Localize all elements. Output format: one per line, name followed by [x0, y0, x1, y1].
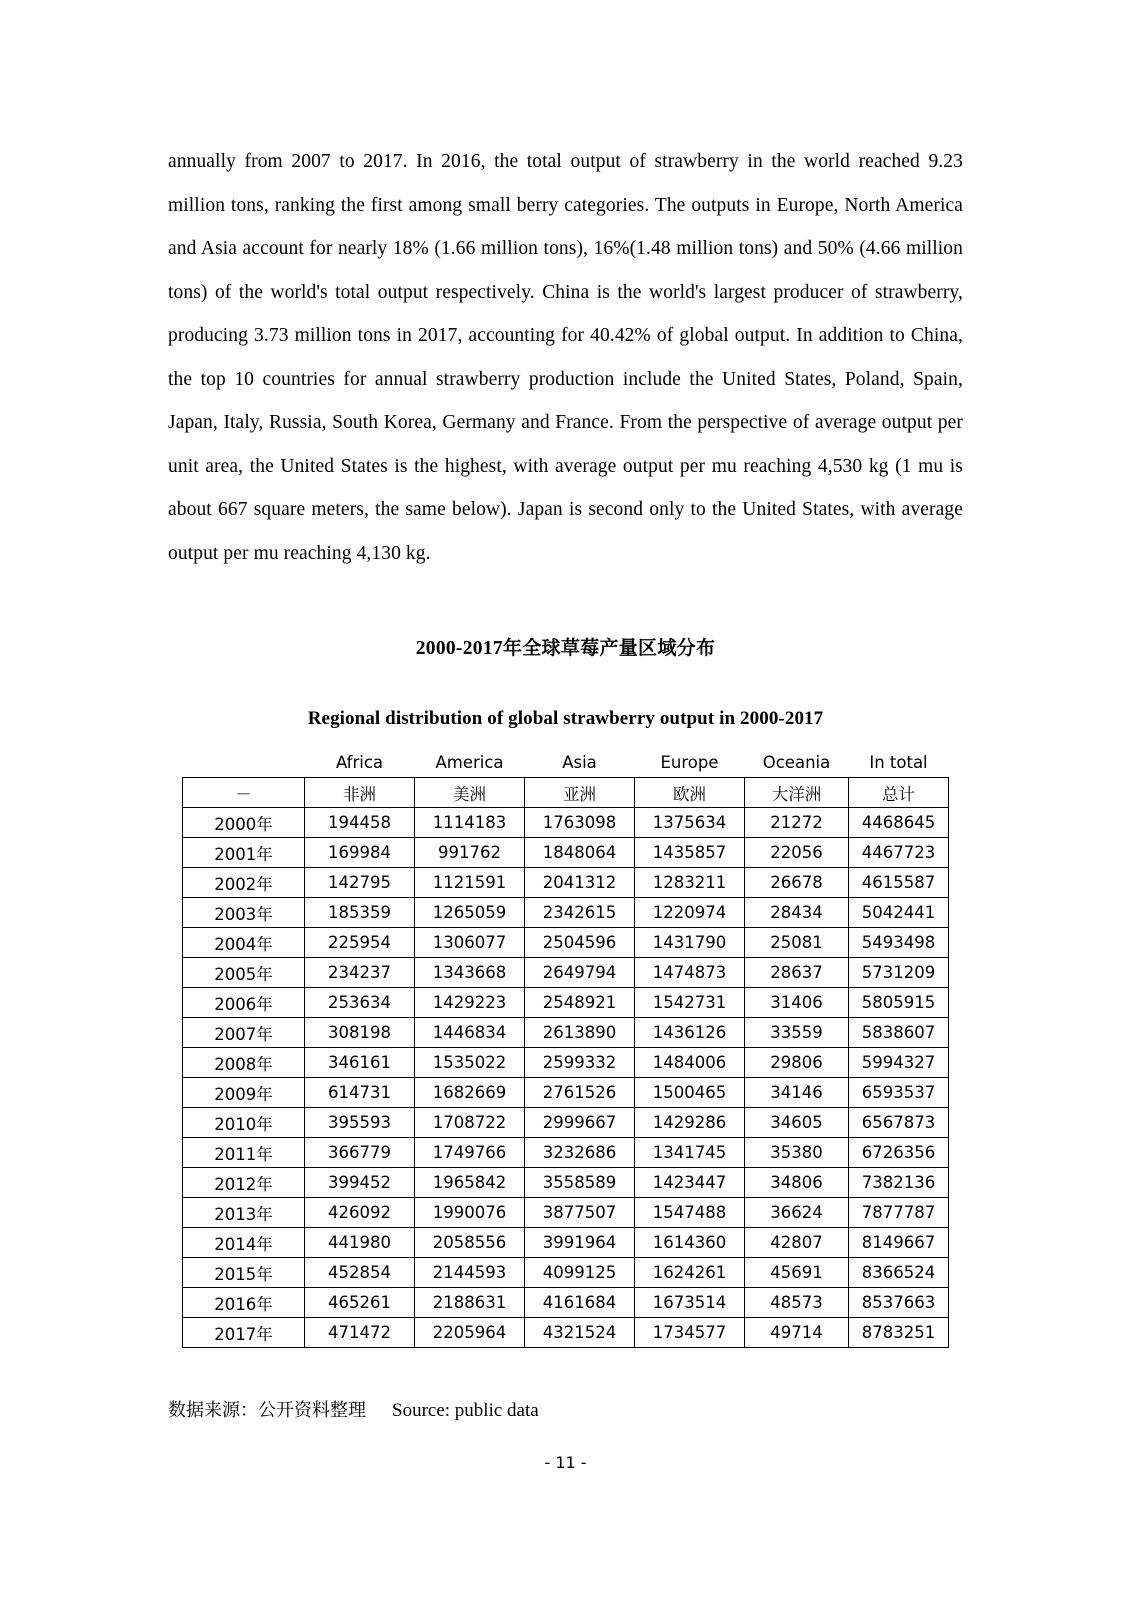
table-row [183, 1198, 949, 1228]
table-cell-value: 991762 [415, 838, 525, 868]
table-cell-value: 4467723 [849, 838, 949, 868]
table-cell-value: 34605 [745, 1108, 849, 1138]
table-cell-value: 614731 [305, 1078, 415, 1108]
table-cell-value: 194458 [305, 808, 415, 838]
table-cell-value: 1535022 [415, 1048, 525, 1078]
table-row-year: 2008年 [183, 1048, 305, 1078]
table-cell-value: 1673514 [635, 1288, 745, 1318]
table-cell-value: 1547488 [635, 1198, 745, 1228]
table-cell-value: 2649794 [525, 958, 635, 988]
table-row-year: 2013年 [183, 1198, 305, 1228]
table-cell-value: 5838607 [849, 1018, 949, 1048]
table-cell-value: 1542731 [635, 988, 745, 1018]
table-title-chinese-text: 年全球草莓产量区域分布 [502, 637, 716, 659]
table-cell-value: 2999667 [525, 1108, 635, 1138]
table-row [183, 1078, 949, 1108]
table-cell-value: 22056 [745, 838, 849, 868]
table-cell-value: 2613890 [525, 1018, 635, 1048]
table-header-chinese-cell: 美洲 [415, 778, 525, 808]
table-cell-value: 34806 [745, 1168, 849, 1198]
table-cell-value: 1431790 [635, 928, 745, 958]
table-cell-value: 1436126 [635, 1018, 745, 1048]
table-cell-value: 225954 [305, 928, 415, 958]
table-row [183, 838, 949, 868]
table-cell-value: 1220974 [635, 898, 745, 928]
table-cell-value: 8783251 [849, 1318, 949, 1348]
table-cell-value: 2504596 [525, 928, 635, 958]
table-row-year: 2010年 [183, 1108, 305, 1138]
table-cell-value: 1848064 [525, 838, 635, 868]
table-header-chinese-row [183, 778, 949, 808]
table-cell-value: 346161 [305, 1048, 415, 1078]
table-header-chinese-cell: 大洋洲 [745, 778, 849, 808]
table-cell-value: 2144593 [415, 1258, 525, 1288]
table-cell-value: 3991964 [525, 1228, 635, 1258]
table-cell-value: 308198 [305, 1018, 415, 1048]
table-cell-value: 28637 [745, 958, 849, 988]
table-row-year: 2005年 [183, 958, 305, 988]
table-cell-value: 185359 [305, 898, 415, 928]
body-paragraph: annually from 2007 to 2017. In 2016, the total output of strawberry in the world reached 9.23 million tons, ranking the first among small berry categories. The outputs in Europe, North America and Asia account for nearly 18% (1.66 million tons), 16%(1.48 million tons) and 50% (4.66 million tons) of the world's total output respectively. China is the world's largest producer of strawberry, producing 3.73 million tons in 2017, accounting for 40.42% of global output. In addition to China, the top 10 countries for annual strawberry production include the United States, Poland, Spain, Japan, Italy, Russia, South Korea, Germany and France. From the perspective of average output per unit area, the United States is the highest, with average output per mu reaching 4,530 kg (1 mu is about 667 square meters, the same below). Japan is second only to the United States, with average output per mu reaching 4,130 kg. [168, 151, 963, 564]
table-row-year: 2015年 [183, 1258, 305, 1288]
table-row-year: 2003年 [183, 898, 305, 928]
table-cell-value: 34146 [745, 1078, 849, 1108]
table-cell-value: 169984 [305, 838, 415, 868]
table-cell-value: 465261 [305, 1288, 415, 1318]
table-cell-value: 1435857 [635, 838, 745, 868]
table-cell-value: 1990076 [415, 1198, 525, 1228]
table-row-year: 2017年 [183, 1318, 305, 1348]
table-cell-value: 1114183 [415, 808, 525, 838]
table-cell-value: 1484006 [635, 1048, 745, 1078]
table-cell-value: 1423447 [635, 1168, 745, 1198]
table-row [183, 898, 949, 928]
table-cell-value: 253634 [305, 988, 415, 1018]
table-header-english-cell: Africa [335, 753, 384, 772]
table-cell-value: 3558589 [525, 1168, 635, 1198]
table-row-year: 2014年 [183, 1228, 305, 1258]
table-cell-value: 31406 [745, 988, 849, 1018]
table-cell-value: 471472 [305, 1318, 415, 1348]
table-cell-value: 8537663 [849, 1288, 949, 1318]
table-cell-value: 426092 [305, 1198, 415, 1228]
table-cell-value: 45691 [745, 1258, 849, 1288]
table-header-chinese-cell: 非洲 [305, 778, 415, 808]
table-cell-value: 3877507 [525, 1198, 635, 1228]
strawberry-output-table [182, 748, 949, 1348]
table-cell-value: 8149667 [849, 1228, 949, 1258]
table-cell-value: 1965842 [415, 1168, 525, 1198]
source-english: Source: public data [392, 1400, 539, 1421]
table-container [168, 748, 963, 1348]
table-row [183, 1018, 949, 1048]
table-cell-value: 42807 [745, 1228, 849, 1258]
table-header-english-cell: Oceania [762, 753, 831, 772]
table-cell-value: 1429223 [415, 988, 525, 1018]
table-row [183, 958, 949, 988]
table-cell-value: 8366524 [849, 1258, 949, 1288]
table-row-year: 2012年 [183, 1168, 305, 1198]
table-header-chinese-cell: 亚洲 [525, 778, 635, 808]
table-row [183, 928, 949, 958]
page-number: - 11 - [544, 1453, 587, 1472]
table-cell-value: 25081 [745, 928, 849, 958]
table-title-english: Regional distribution of global strawberry output in 2000-2017 [307, 708, 824, 729]
table-cell-value: 1749766 [415, 1138, 525, 1168]
table-cell-value: 4468645 [849, 808, 949, 838]
table-cell-value: 6567873 [849, 1108, 949, 1138]
table-cell-value: 1429286 [635, 1108, 745, 1138]
table-cell-value: 5805915 [849, 988, 949, 1018]
table-row-year: 2002年 [183, 868, 305, 898]
table-row-year: 2004年 [183, 928, 305, 958]
table-cell-value: 6593537 [849, 1078, 949, 1108]
table-header-english-cell: In total [869, 753, 928, 772]
table-cell-value: 21272 [745, 808, 849, 838]
table-cell-value: 33559 [745, 1018, 849, 1048]
table-header-chinese-cell: － [183, 778, 305, 808]
table-row-year: 2011年 [183, 1138, 305, 1168]
table-cell-value: 1708722 [415, 1108, 525, 1138]
table-row [183, 868, 949, 898]
table-cell-value: 142795 [305, 868, 415, 898]
table-cell-value: 1474873 [635, 958, 745, 988]
table-cell-value: 1500465 [635, 1078, 745, 1108]
table-cell-value: 2599332 [525, 1048, 635, 1078]
table-header-english-cell: America [435, 753, 504, 772]
table-cell-value: 3232686 [525, 1138, 635, 1168]
table-header-chinese-cell: 欧洲 [635, 778, 745, 808]
table-cell-value: 1306077 [415, 928, 525, 958]
table-cell-value: 1375634 [635, 808, 745, 838]
source-line [168, 1396, 963, 1422]
table-row [183, 1228, 949, 1258]
table-row [183, 1258, 949, 1288]
table-cell-value: 1734577 [635, 1318, 745, 1348]
table-title-chinese-number: 2000-2017 [415, 638, 503, 659]
table-cell-value: 441980 [305, 1228, 415, 1258]
table-row [183, 1138, 949, 1168]
table-row [183, 988, 949, 1018]
table-cell-value: 1682669 [415, 1078, 525, 1108]
table-row-year: 2000年 [183, 808, 305, 838]
table-row-year: 2009年 [183, 1078, 305, 1108]
table-cell-value: 1283211 [635, 868, 745, 898]
table-cell-value: 234237 [305, 958, 415, 988]
table-row [183, 1318, 949, 1348]
table-cell-value: 48573 [745, 1288, 849, 1318]
table-cell-value: 29806 [745, 1048, 849, 1078]
table-header-english-cell: Asia [562, 753, 597, 772]
table-cell-value: 5994327 [849, 1048, 949, 1078]
table-cell-value: 1763098 [525, 808, 635, 838]
table-header-english-row [183, 748, 949, 778]
table-cell-value: 26678 [745, 868, 849, 898]
table-row [183, 1288, 949, 1318]
table-cell-value: 2205964 [415, 1318, 525, 1348]
table-cell-value: 4161684 [525, 1288, 635, 1318]
table-cell-value: 5042441 [849, 898, 949, 928]
table-cell-value: 35380 [745, 1138, 849, 1168]
table-cell-value: 4615587 [849, 868, 949, 898]
table-cell-value: 7877787 [849, 1198, 949, 1228]
table-cell-value: 2041312 [525, 868, 635, 898]
table-title-chinese [168, 633, 963, 660]
table-cell-value: 1614360 [635, 1228, 745, 1258]
table-cell-value: 5731209 [849, 958, 949, 988]
table-cell-value: 2548921 [525, 988, 635, 1018]
table-cell-value: 1341745 [635, 1138, 745, 1168]
table-cell-value: 366779 [305, 1138, 415, 1168]
table-row-year: 2007年 [183, 1018, 305, 1048]
table-header-english-cell [183, 748, 305, 778]
table-cell-value: 6726356 [849, 1138, 949, 1168]
table-cell-value: 2342615 [525, 898, 635, 928]
table-cell-value: 399452 [305, 1168, 415, 1198]
table-cell-value: 452854 [305, 1258, 415, 1288]
table-cell-value: 4321524 [525, 1318, 635, 1348]
table-cell-value: 2188631 [415, 1288, 525, 1318]
table-cell-value: 1121591 [415, 868, 525, 898]
table-row-year: 2001年 [183, 838, 305, 868]
table-cell-value: 5493498 [849, 928, 949, 958]
table-row-year: 2006年 [183, 988, 305, 1018]
table-cell-value: 4099125 [525, 1258, 635, 1288]
table-cell-value: 1343668 [415, 958, 525, 988]
table-cell-value: 1446834 [415, 1018, 525, 1048]
table-cell-value: 49714 [745, 1318, 849, 1348]
table-header-chinese-cell: 总计 [849, 778, 949, 808]
table-row [183, 1108, 949, 1138]
table-row [183, 1048, 949, 1078]
table-cell-value: 7382136 [849, 1168, 949, 1198]
table-cell-value: 395593 [305, 1108, 415, 1138]
table-cell-value: 36624 [745, 1198, 849, 1228]
table-cell-value: 28434 [745, 898, 849, 928]
table-row [183, 808, 949, 838]
table-cell-value: 1624261 [635, 1258, 745, 1288]
source-chinese: 数据来源：公开资料整理 [168, 1400, 366, 1421]
table-header-english-cell: Europe [660, 753, 719, 772]
table-cell-value: 2058556 [415, 1228, 525, 1258]
table-row-year: 2016年 [183, 1288, 305, 1318]
table-row [183, 1168, 949, 1198]
table-cell-value: 1265059 [415, 898, 525, 928]
table-cell-value: 2761526 [525, 1078, 635, 1108]
